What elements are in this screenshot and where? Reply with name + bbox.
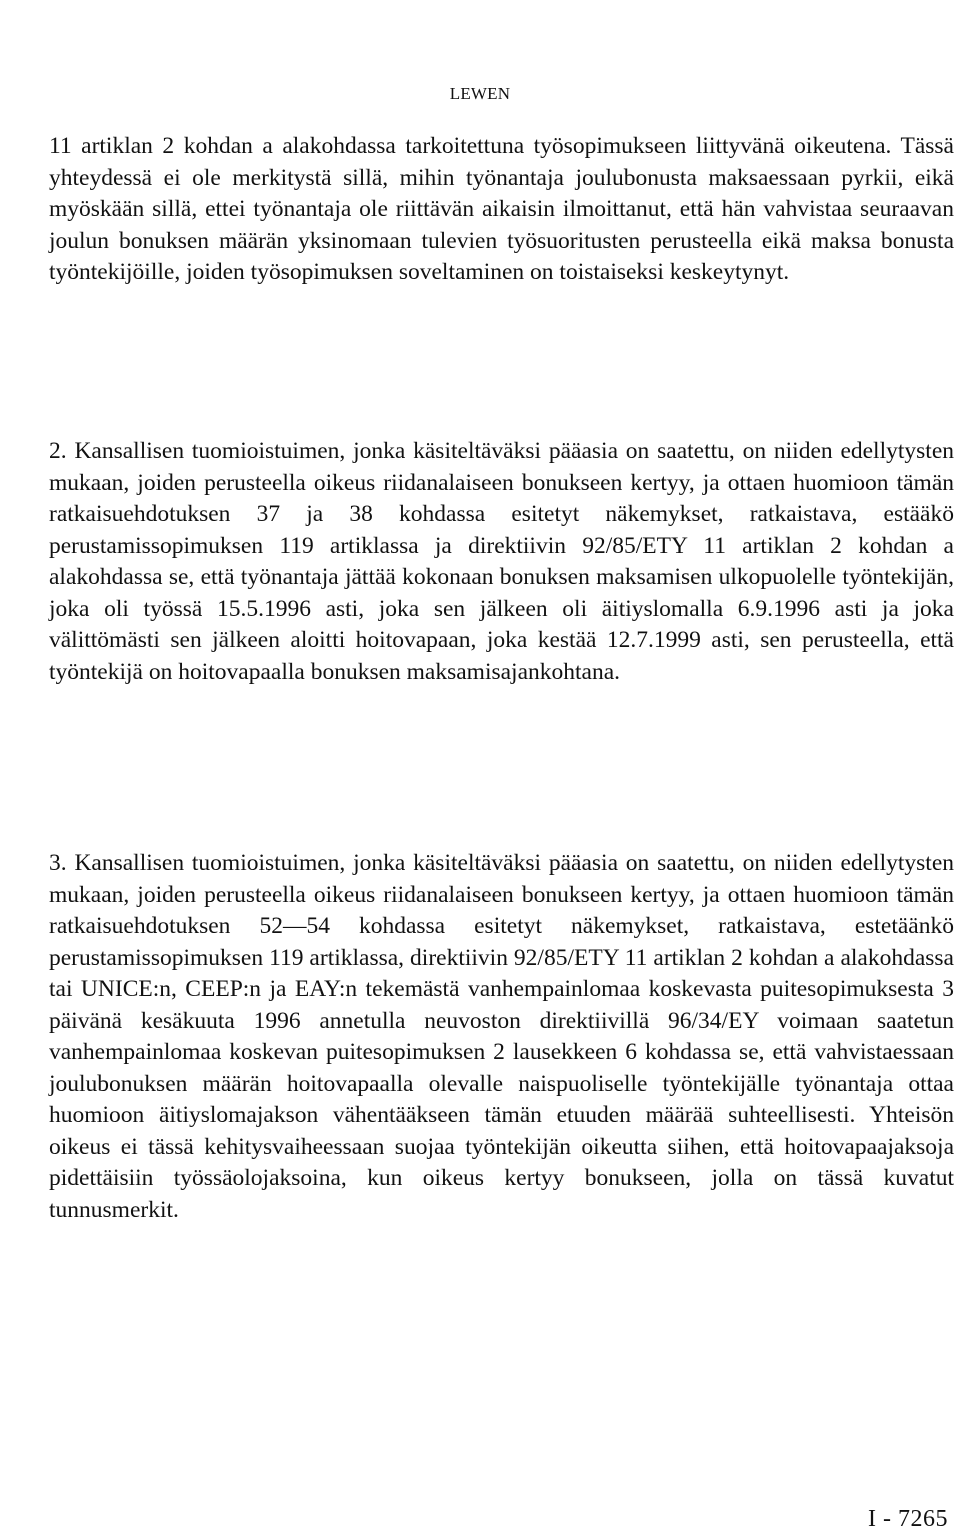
paragraph-2: [49, 436, 954, 688]
running-header: LEWEN: [449, 84, 511, 103]
paragraph-text: 11 artiklan 2 kohdan a alakohdassa tarkoitettuna työsopimukseen liittyvänä oikeutena. Tässä yhteydessä ei ole merkitystä sillä, mihin työnantaja joulubonusta maksaessaan pyrkii, eikä myöskään sillä, ettei työnantaja ole riittävän aikaisin ilmoittanut, että hän vahvistaa seuraavan joulun bonuksen määrän yksinomaan tulevien työsuoritusten perusteella eikä maksa bonusta työntekijöille, joiden työsopimuksen soveltaminen on toistaiseksi keskeytynyt.: [49, 133, 954, 285]
paragraph-3: [49, 848, 954, 1226]
paragraph-text: Kansallisen tuomioistuimen, jonka käsiteltäväksi pääasia on saatettu, on niiden edellytysten mukaan, joiden perusteella oikeus riidanalaiseen bonukseen kertyy, ja ottaen huomioon tämän ratkaisuehdotuksen 52—54 kohdassa esitetyt näkemykset, ratkaistava, estetäänkö perustamissopimuksen 119 artiklassa, direktiivin 92/85/ETY 11 artiklan 2 kohdan a alakohdassa tai UNICE:n, CEEP:n ja EAY:n tekemästä vanhempainlomaa koskevasta puitesopimuksesta 3 päivänä kesäkuuta 1996 annetulla neuvoston direktiivillä 96/34/EY voimaan saatetun vanhempainlomaa koskevan puitesopimuksen 2 lausekkeen 6 kohdassa se, että vahvistaessaan joulubonuksen määrän hoitovapaalla olevalle naispuoliselle työntekijälle työnantaja ottaa huomioon äitiyslomajakson vähentääkseen tämän etuuden määrää suhteellisesti. Yhteisön oikeus ei tässä kehitysvaiheessaan suojaa työntekijän oikeutta siihen, että hoitovapaajaksoja pidettäisiin työssäolojaksoina, kun oikeus kertyy bonukseen, jolla on tässä kuvatut tunnusmerkit.: [49, 850, 954, 1223]
page-number: I - 7265: [868, 1506, 948, 1532]
paragraph-text: Kansallisen tuomioistuimen, jonka käsiteltäväksi pääasia on saatettu, on niiden edellytysten mukaan, joiden perusteella oikeus riidanalaiseen bonukseen kertyy, ja ottaen huomioon tämän ratkaisuehdotuksen 37 ja 38 kohdassa esitetyt näkemykset, ratkaistava, estääkö perustamissopimuksen 119 artiklassa ja direktiivin 92/85/ETY 11 artiklan 2 kohdan a alakohdassa se, että työnantaja jättää kokonaan bonuksen maksamisen ulkopuolelle työntekijän, joka oli työssä 15.5.1996 asti, joka sen jälkeen oli äitiyslomalla 6.9.1996 asti ja joka välittömästi sen jälkeen aloitti hoitovapaan, joka kestää 12.7.1999 asti, sen perusteella, että työntekijä on hoitovapaalla bonuksen maksamisajankohtana.: [49, 438, 954, 685]
paragraph-number: 3.: [49, 850, 67, 876]
paragraph-number: 2.: [49, 438, 67, 464]
paragraph-continuation: [49, 131, 954, 289]
